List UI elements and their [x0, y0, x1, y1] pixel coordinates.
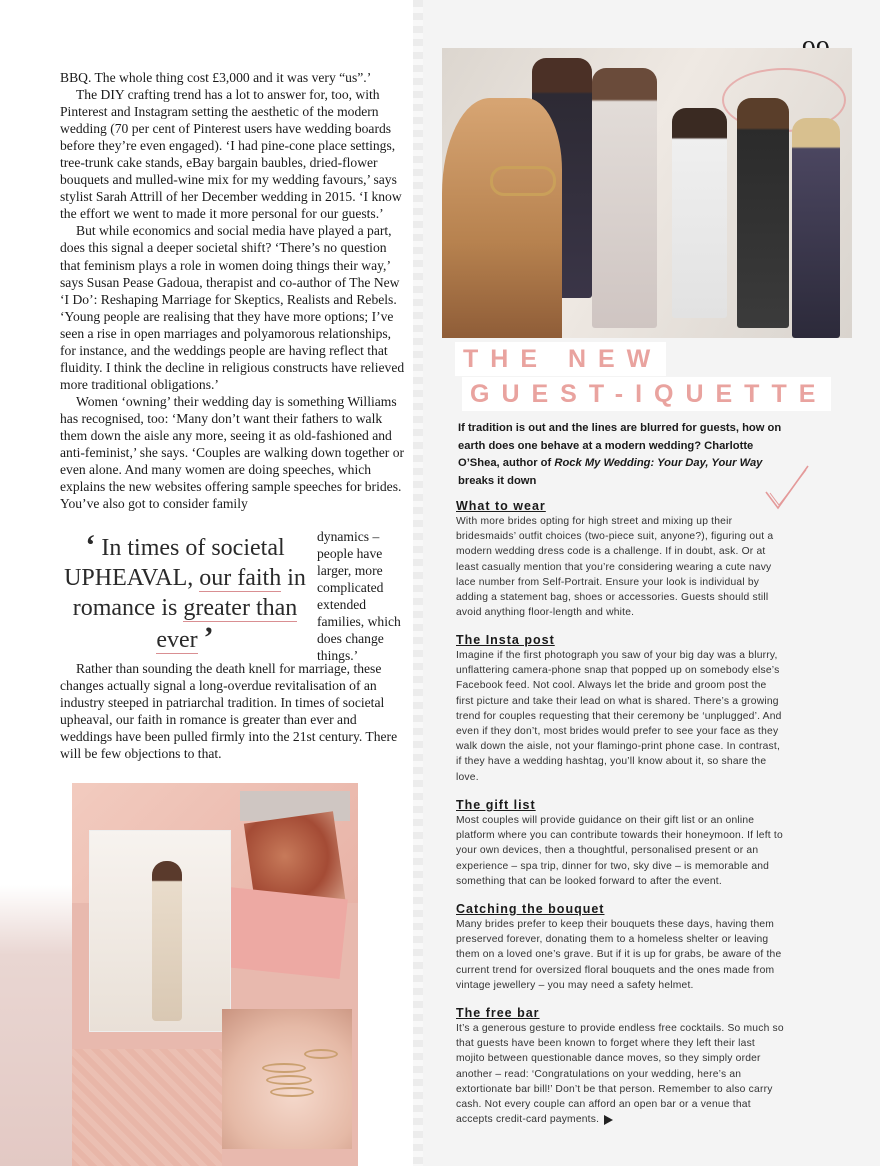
model-5: [792, 118, 840, 338]
closing-paragraph: Rather than sounding the death knell for marriage, these changes actually signal a long-overdue revitalisation of an industry steeped in patriarchal tradition. In times of societal upheaval, our faith in romance is greater than ever and weddings have been pulled firmly into the 21st century. There will be few objections to that.: [60, 661, 398, 762]
section-catching-bouquet: [456, 901, 786, 993]
section-text: Many brides prefer to keep their bouquets these days, having them preserved forever, donating them to a homeless shelter or leaving them on a loved one’s grave. But if it is up for grabs, be aware of the current trend for oversized floral bouquets and the ones made from vintage jewellery – you may need a safety helmet.: [456, 919, 782, 991]
headline-line-1: THE NEW: [455, 342, 666, 376]
guests-fashion-photo: [442, 48, 852, 338]
section-free-bar: [456, 1005, 786, 1127]
model-3: [672, 108, 727, 318]
bride-figure: [152, 861, 182, 1021]
ring-3: [270, 1087, 314, 1097]
section-insta-post: [456, 632, 786, 785]
collage-paper-bottom: [72, 1049, 222, 1166]
body-paragraph-3: But while economics and social media have played a part, does this signal a deeper societal shift? ‘There’s no question that feminism plays a role in women doing things their way,’ says Susan Pease Gadoua, therapist and co-author of The New ‘I Do’: Reshaping Marriage for Skeptics, Realists and Rebels. ‘Young people are realising that they have more options; I’ve seen a rise in open marriages and polyamorous relationships, for instance, and the weddings people are having reflect that fluidity. I think the decline in religious constructs have relieved more traditional obligations.’: [60, 223, 405, 392]
closing-column: [60, 660, 410, 762]
pull-quote-underlined-2: greater than ever: [156, 595, 298, 653]
sunglasses: [490, 166, 556, 196]
book-title: Rock My Wedding: Your Day, Your Way: [554, 457, 763, 469]
section-heading: The gift list: [456, 798, 536, 812]
headline-line-2: GUEST-IQUETTE: [462, 377, 831, 411]
bride-photo: [90, 831, 230, 1031]
section-text-body: It’s a generous gesture to provide endless free cocktails. So much so that guests have been known to forget where they left their last mojito between questionable dance moves, so they simply order another – read: ‘Congratulations on your wedding, here’s an extortionate bar bill!’ Don’t be that person. Remember to also carry cash. Not every couple can afford an open bar or a venue that accepts credit-card payments.: [456, 1023, 784, 1126]
pull-quote-part3: in romance is: [72, 565, 306, 621]
hand-with-rings-photo: [222, 1009, 352, 1149]
play-icon: [604, 1115, 613, 1125]
section-text: With more brides opting for high street and mixing up their bridesmaids’ outfit choices (two-piece suit, anyone?), figuring out a modern wedding dress code is a challenge. If in doubt, ask. Or at least casually mention that you’re considering wearing a cute navy lace number from Self-Portrait. Ensure your look is individual by adding a statement bag, shoes or accessories. Guests should still avoid anything floor-length and white.: [456, 516, 774, 619]
standfirst-text: If tradition is out and the lines are blurred for guests, how on earth does one behave at a modern wedding? Charlotte O’Shea, author of: [458, 422, 782, 469]
section-what-to-wear: [456, 498, 786, 620]
article-body-column: [60, 69, 410, 512]
model-2: [592, 68, 657, 328]
side-text-column: dynamics – people have larger, more complicated extended families, which does change things.’: [317, 529, 401, 664]
left-page: [0, 0, 420, 1166]
ring-4: [304, 1049, 338, 1059]
body-paragraph-4: Women ‘owning’ their wedding day is something Williams has recognised, too: ‘Many don’t want their fathers to walk them down the aisle any more, seeing it as old-fashioned and anti-feminist,’ she says. ‘Couples are walking down together or even alone. And many women are doing speeches, which explains the new websites offering sample speeches for brides. You’ve also got to consider family: [60, 393, 405, 512]
section-heading: The free bar: [456, 1006, 540, 1020]
bridal-collage-image: [72, 783, 358, 1166]
pull-quote: [60, 531, 310, 655]
open-quote-mark: ‘: [85, 529, 96, 562]
pull-quote-underlined-1: our faith: [199, 565, 282, 591]
ring-1: [262, 1063, 306, 1073]
ring-2: [266, 1075, 312, 1085]
section-heading: Catching the bouquet: [456, 902, 605, 916]
pull-quote-part1: In times of societal UPHEAVAL,: [64, 535, 285, 591]
collage-pink-paper: [220, 887, 348, 979]
section-text: [456, 1021, 786, 1127]
section-text: Imagine if the first photograph you saw of your big day was a blurry, unflattering camera-phone snap that popped up on somebody else’s Facebook feed. Not cool. Always let the bride and groom post the first picture and take their lead on what is shared. There’s a growing trend for couples requesting that their ceremony be ‘unplugged’. And even if they don’t, most brides would prefer to see your face as they walk down the aisle, not your flamingo-print phone case. In contrast, if they have a wedding hashtag, you’ll know about it, so share the love.: [456, 650, 782, 783]
body-paragraph-2: The DIY crafting trend has a lot to answer for, too, with Pinterest and Instagram setting the aesthetic of the modern wedding (70 per cent of Pinterest users have wedding boards before they’re even engaged). ‘I had pine-cone place settings, tree-trunk cake stands, eBay bargain baubles, dried-flower bouquets and mulled-wine mix for my wedding favours,’ says stylist Sarah Attrill of her December wedding in 2015. ‘I know the effort we went to made it more personal for our guests.’: [60, 87, 402, 222]
close-quote-mark: ’: [203, 621, 214, 654]
standfirst-end: breaks it down: [458, 474, 537, 487]
model-4: [737, 98, 789, 328]
section-gift-list: [456, 797, 786, 889]
section-text: Most couples will provide guidance on their gift list or an online platform where you can contribute towards their honeymoon. If left to your own devices, then a thoughtful, personalised present or an experience – spa trip, dinner for two, sky dive – is memorable and something that can be looked forward to after the event.: [456, 815, 783, 887]
section-heading: The Insta post: [456, 633, 555, 647]
body-paragraph-1: BBQ. The whole thing cost £3,000 and it was very “us”.’: [60, 70, 372, 85]
standfirst: [458, 420, 798, 490]
model-closeup-face: [442, 98, 562, 338]
section-heading: What to wear: [456, 499, 546, 513]
